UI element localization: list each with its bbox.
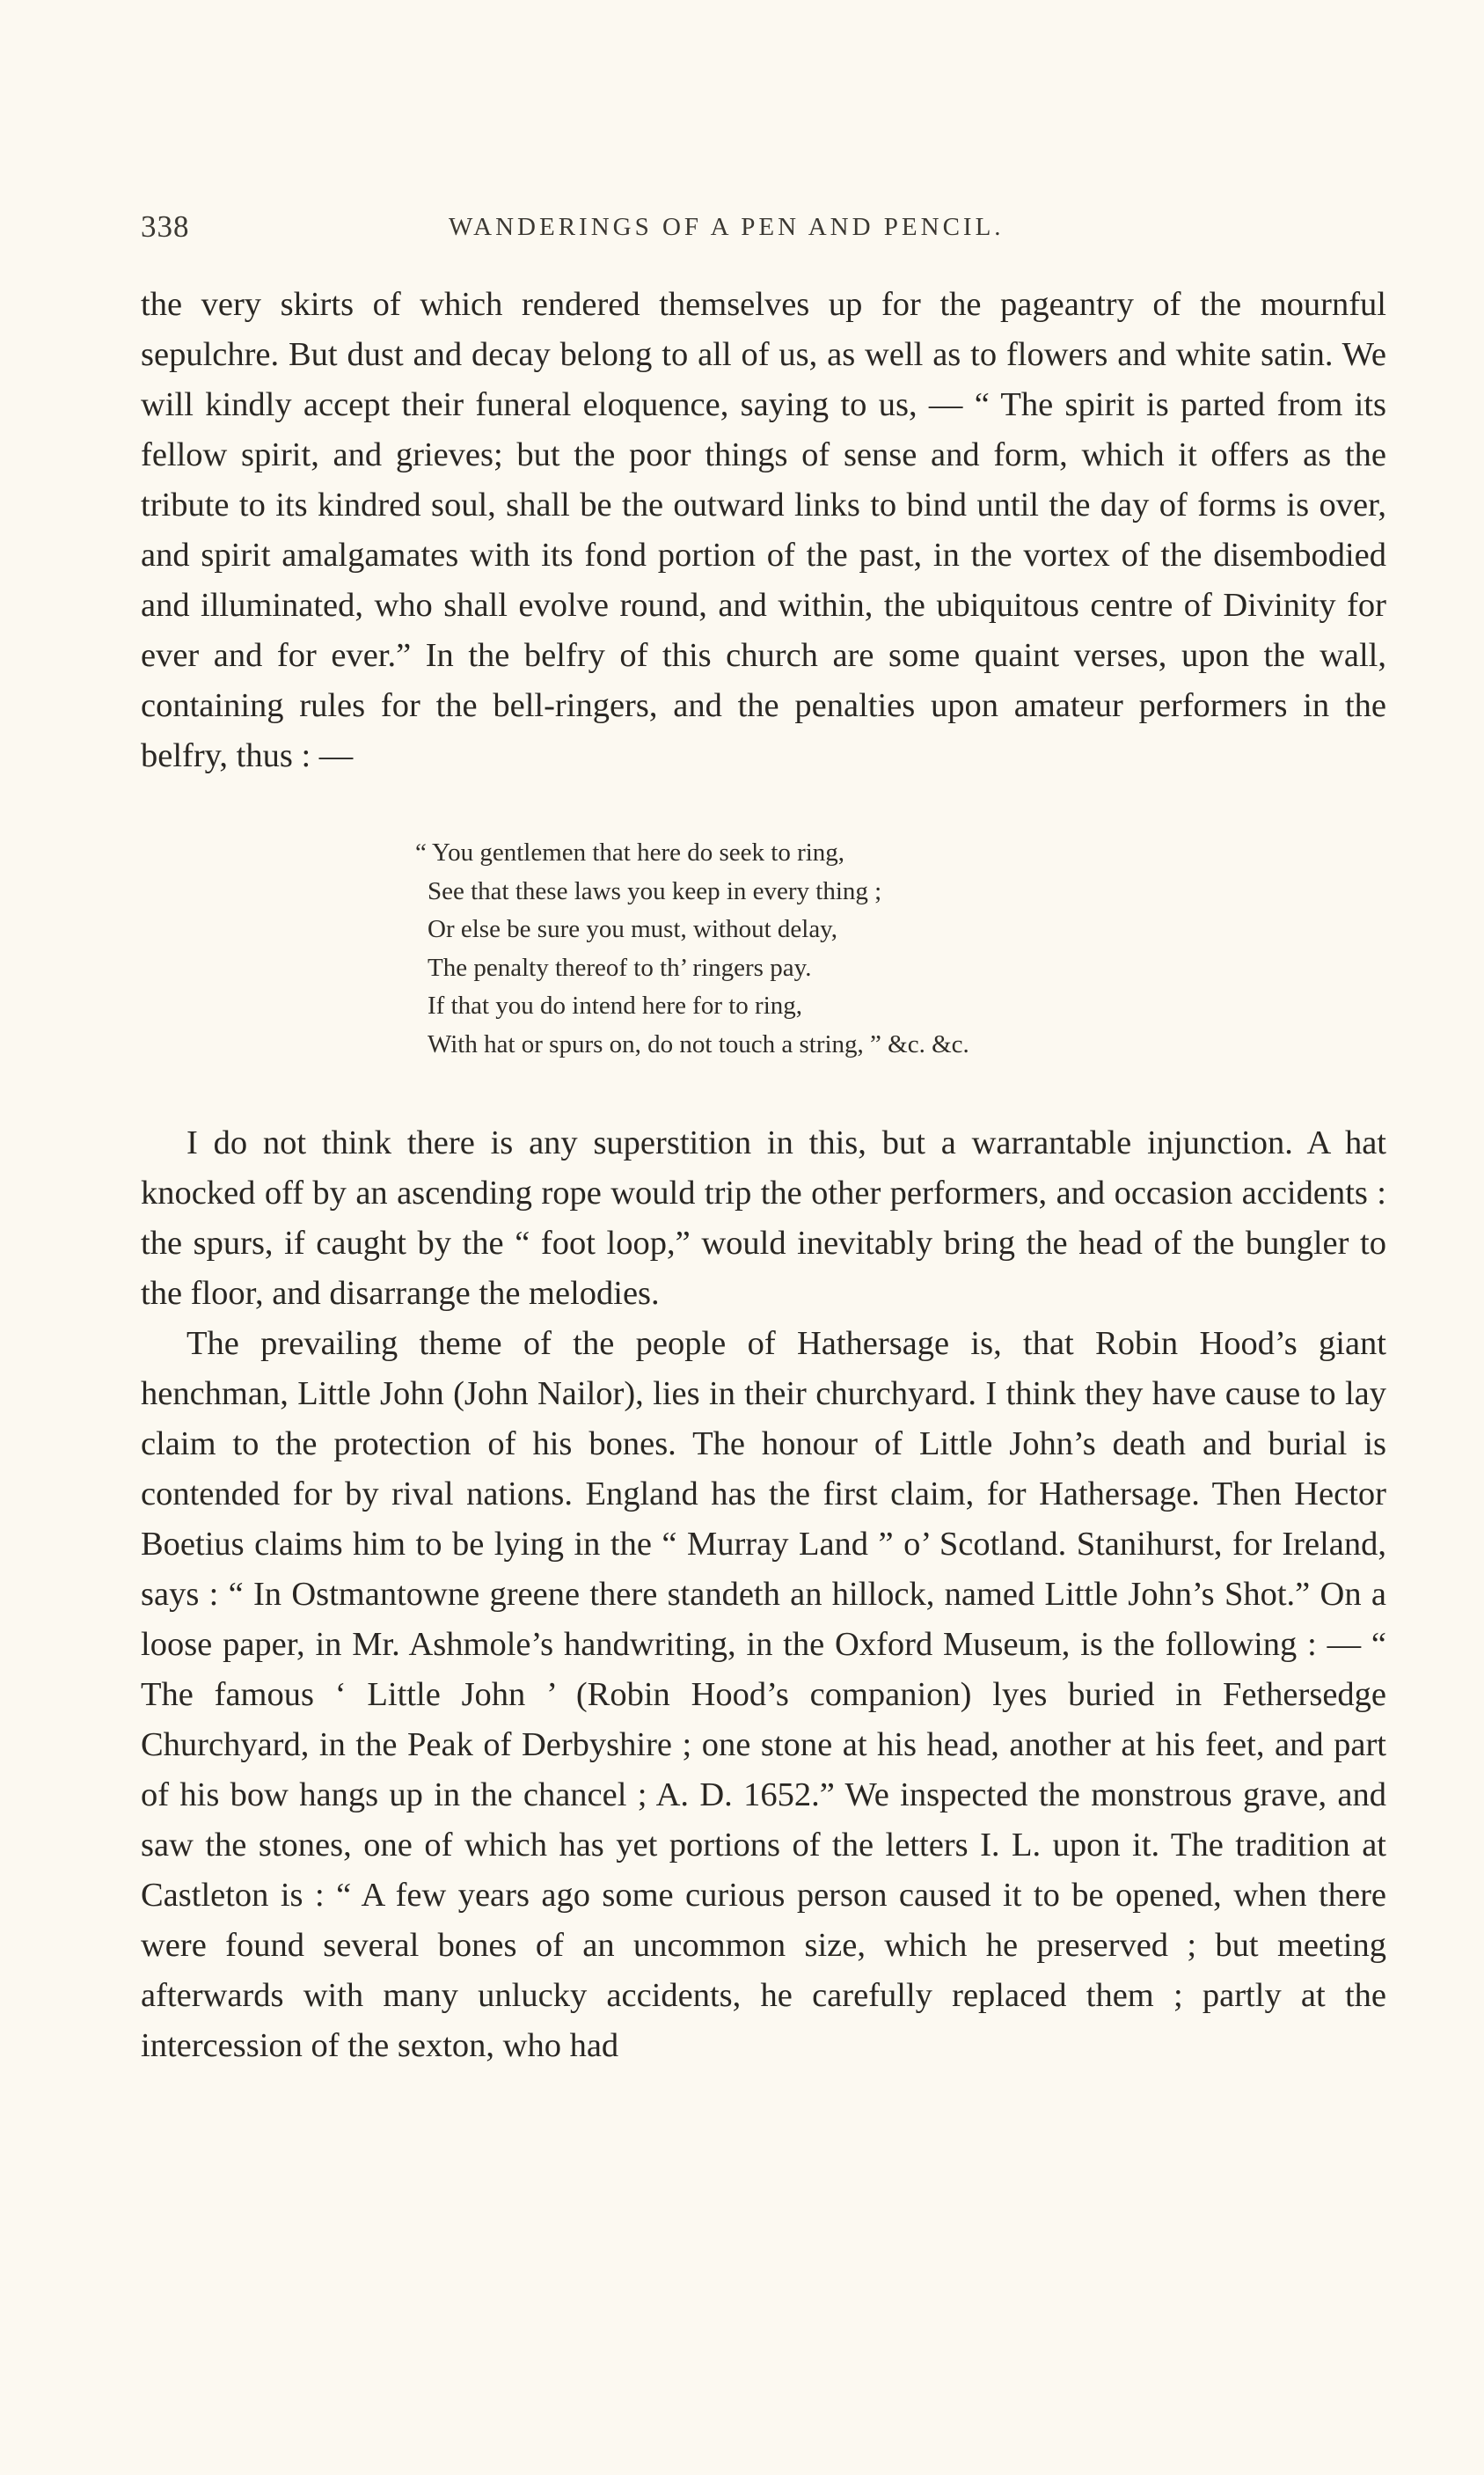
- verse-line: “ You gentlemen that here do seek to ring,: [415, 838, 845, 867]
- paragraph-continuation: the very skirts of which rendered themselves up for the pageantry of the mournful sepulchre. But dust and decay belong to all of us, as well as to flowers and white satin. We will kindly accept their funeral eloquence, saying to us, — “ The spirit is parted from its fellow spirit, and grieves; but the poor things of sense and form, which it offers as the tribute to its kindred soul, shall be the outward links to bind until the day of forms is over, and spirit amalgamates with its fond portion of the past, in the vortex of the disembodied and illuminated, who shall evolve round, and within, the ubiquitous centre of Divinity for ever and for ever.” In the belfry of this church are some quaint verses, upon the wall, containing rules for the bell-ringers, and the penalties upon amateur performers in the belfry, thus : —: [141, 286, 1386, 774]
- running-title: WANDERINGS OF A PEN AND PENCIL.: [449, 213, 1005, 241]
- page-header: [141, 209, 1386, 253]
- verse-line: The penalty thereof to th’ ringers pay.: [428, 953, 812, 982]
- verse-line: With hat or spurs on, do not touch a string, ” &c. &c.: [428, 1029, 969, 1058]
- verse-line: Or else be sure you must, without delay,: [428, 915, 838, 943]
- belfry-verse: [415, 834, 1219, 1064]
- body-text: [141, 280, 1386, 2071]
- paragraph-little-john: The prevailing theme of the people of Hathersage is, that Robin Hood’s giant henchman, Little John (John Nailor), lies in their churchyard. I think they have cause to lay claim to the protection of his bones. The honour of Little John’s death and burial is contended for by rival nations. England has the first claim, for Hathersage. Then Hector Boetius claims him to be lying in the “ Murray Land ” o’ Scotland. Stanihurst, for Ireland, says : “ In Ostmantowne greene there standeth an hillock, named Little John’s Shot.” On a loose paper, in Mr. Ashmole’s handwriting, in the Oxford Museum, is the following : — “ The famous ‘ Little John ’ (Robin Hood’s companion) lyes buried in Fethersedge Churchyard, in the Peak of Derbyshire ; one stone at his head, another at his feet, and part of his bow hangs up in the chancel ; A. D. 1652.” We inspected the monstrous grave, and saw the stones, one of which has yet portions of the letters I. L. upon it. The tradition at Castleton is : “ A few years ago some curious person caused it to be opened, when there were found several bones of an uncommon size, which he preserved ; but meeting afterwards with many unlucky accidents, he carefully replaced them ; partly at the intercession of the sexton, who had: [141, 1325, 1386, 2064]
- verse-line: If that you do intend here for to ring,: [428, 992, 803, 1020]
- paragraph-superstition: I do not think there is any superstition in this, but a warrantable injunction. A hat knocked off by an ascending rope would trip the other performers, and occasion accidents : the spurs, if caught by the “ foot loop,” would inevitably bring the head of the bungler to the floor, and disarrange the melodies.: [141, 1124, 1386, 1312]
- verse-line: See that these laws you keep in every thing ;: [428, 876, 882, 905]
- page-number: 338: [141, 209, 190, 244]
